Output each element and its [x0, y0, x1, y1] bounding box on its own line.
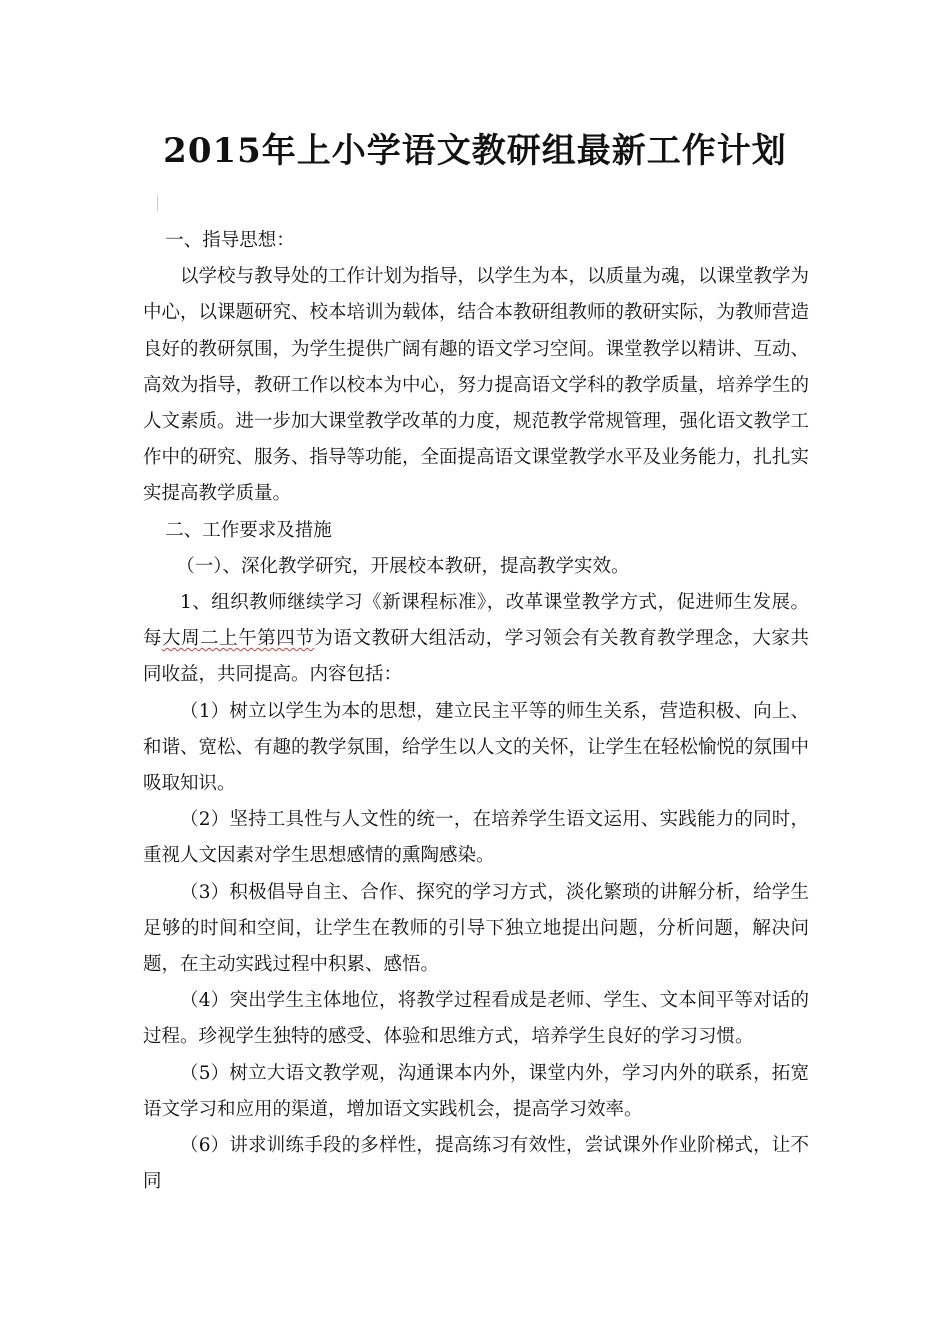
spellcheck-underlined-text: 大周二上午第四节 — [162, 628, 315, 650]
paragraph-point-3: （3）积极倡导自主、合作、探究的学习方式，淡化繁琐的讲解分析，给学生足够的时间和空间，让学生在教师的引导下独立地提出问题，分析问题，解决问题，在主动实践过程中积累、感悟。 — [143, 881, 809, 976]
text-cursor-mark — [157, 195, 158, 211]
paragraph-item-1-part-c: 为语文教研大组活动，学习领会有关教育教学理念，大家共同收益，共同提高。内容包括： — [143, 628, 809, 686]
paragraph-point-5: （5）树立大语文教学观，沟通课本内外，课堂内外，学习内外的联系，拓宽语文学习和应用的渠道，增加语文实践机会，提高学习效率。 — [143, 1062, 809, 1120]
subsection-heading-teaching-research: （一）、深化教学研究，开展校本教研，提高教学实效。 — [176, 555, 630, 577]
paragraph-point-4: （4）突出学生主体地位，将教学过程看成是老师、学生、文本间平等对话的过程。珍视学生独特的感受、体验和思维方式，培养学生良好的学习习惯。 — [143, 990, 809, 1048]
paragraph-point-2: （2）坚持工具性与人文性的统一，在培养学生语文运用、实践能力的同时，重视人文因素对学生思想感情的熏陶感染。 — [143, 809, 809, 867]
section-heading-guiding-thought: 一、指导思想： — [165, 230, 295, 251]
section-heading-requirements: 二、工作要求及措施 — [165, 519, 332, 541]
document-body — [143, 223, 809, 1200]
paragraph-guiding-thought: 以学校与教导处的工作计划为指导，以学生为本，以质量为魂，以课堂教学为中心，以课题研究、校本培训为载体，结合本教研组教师的教研实际，为教师营造良好的教研氛围，为学生提供广阔有趣的语文学习空间。课堂教学以精讲、互动、高效为指导，教研工作以校本为中心，努力提高语文学科的教学质量，培养学生的人文素质。进一步加大课堂教学改革的力度，规范教学常规管理，强化语文教学工作中的研究、服务、指导等功能，全面提高语文课堂教学水平及业务能力，扎扎实实提高教学质量。 — [143, 266, 810, 505]
paragraph-item-1 — [143, 585, 809, 694]
paragraph-item-1-part-a: 1、组织教师继续学习《新课程标准》，改革课堂教学方式，促进师生发展。每 — [143, 592, 809, 650]
paragraph-point-6: （6）讲求训练手段的多样性，提高练习有效性，尝试课外作业阶梯式，让不同 — [143, 1135, 809, 1193]
document-title: 2015年上小学语文教研组最新工作计划 — [163, 131, 787, 171]
paragraph-point-1: （1）树立以学生为本的思想，建立民主平等的师生关系，营造积极、向上、和谐、宽松、有趣的教学氛围，给学生以人文的关怀，让学生在轻松愉悦的氛围中吸取知识。 — [143, 700, 810, 795]
